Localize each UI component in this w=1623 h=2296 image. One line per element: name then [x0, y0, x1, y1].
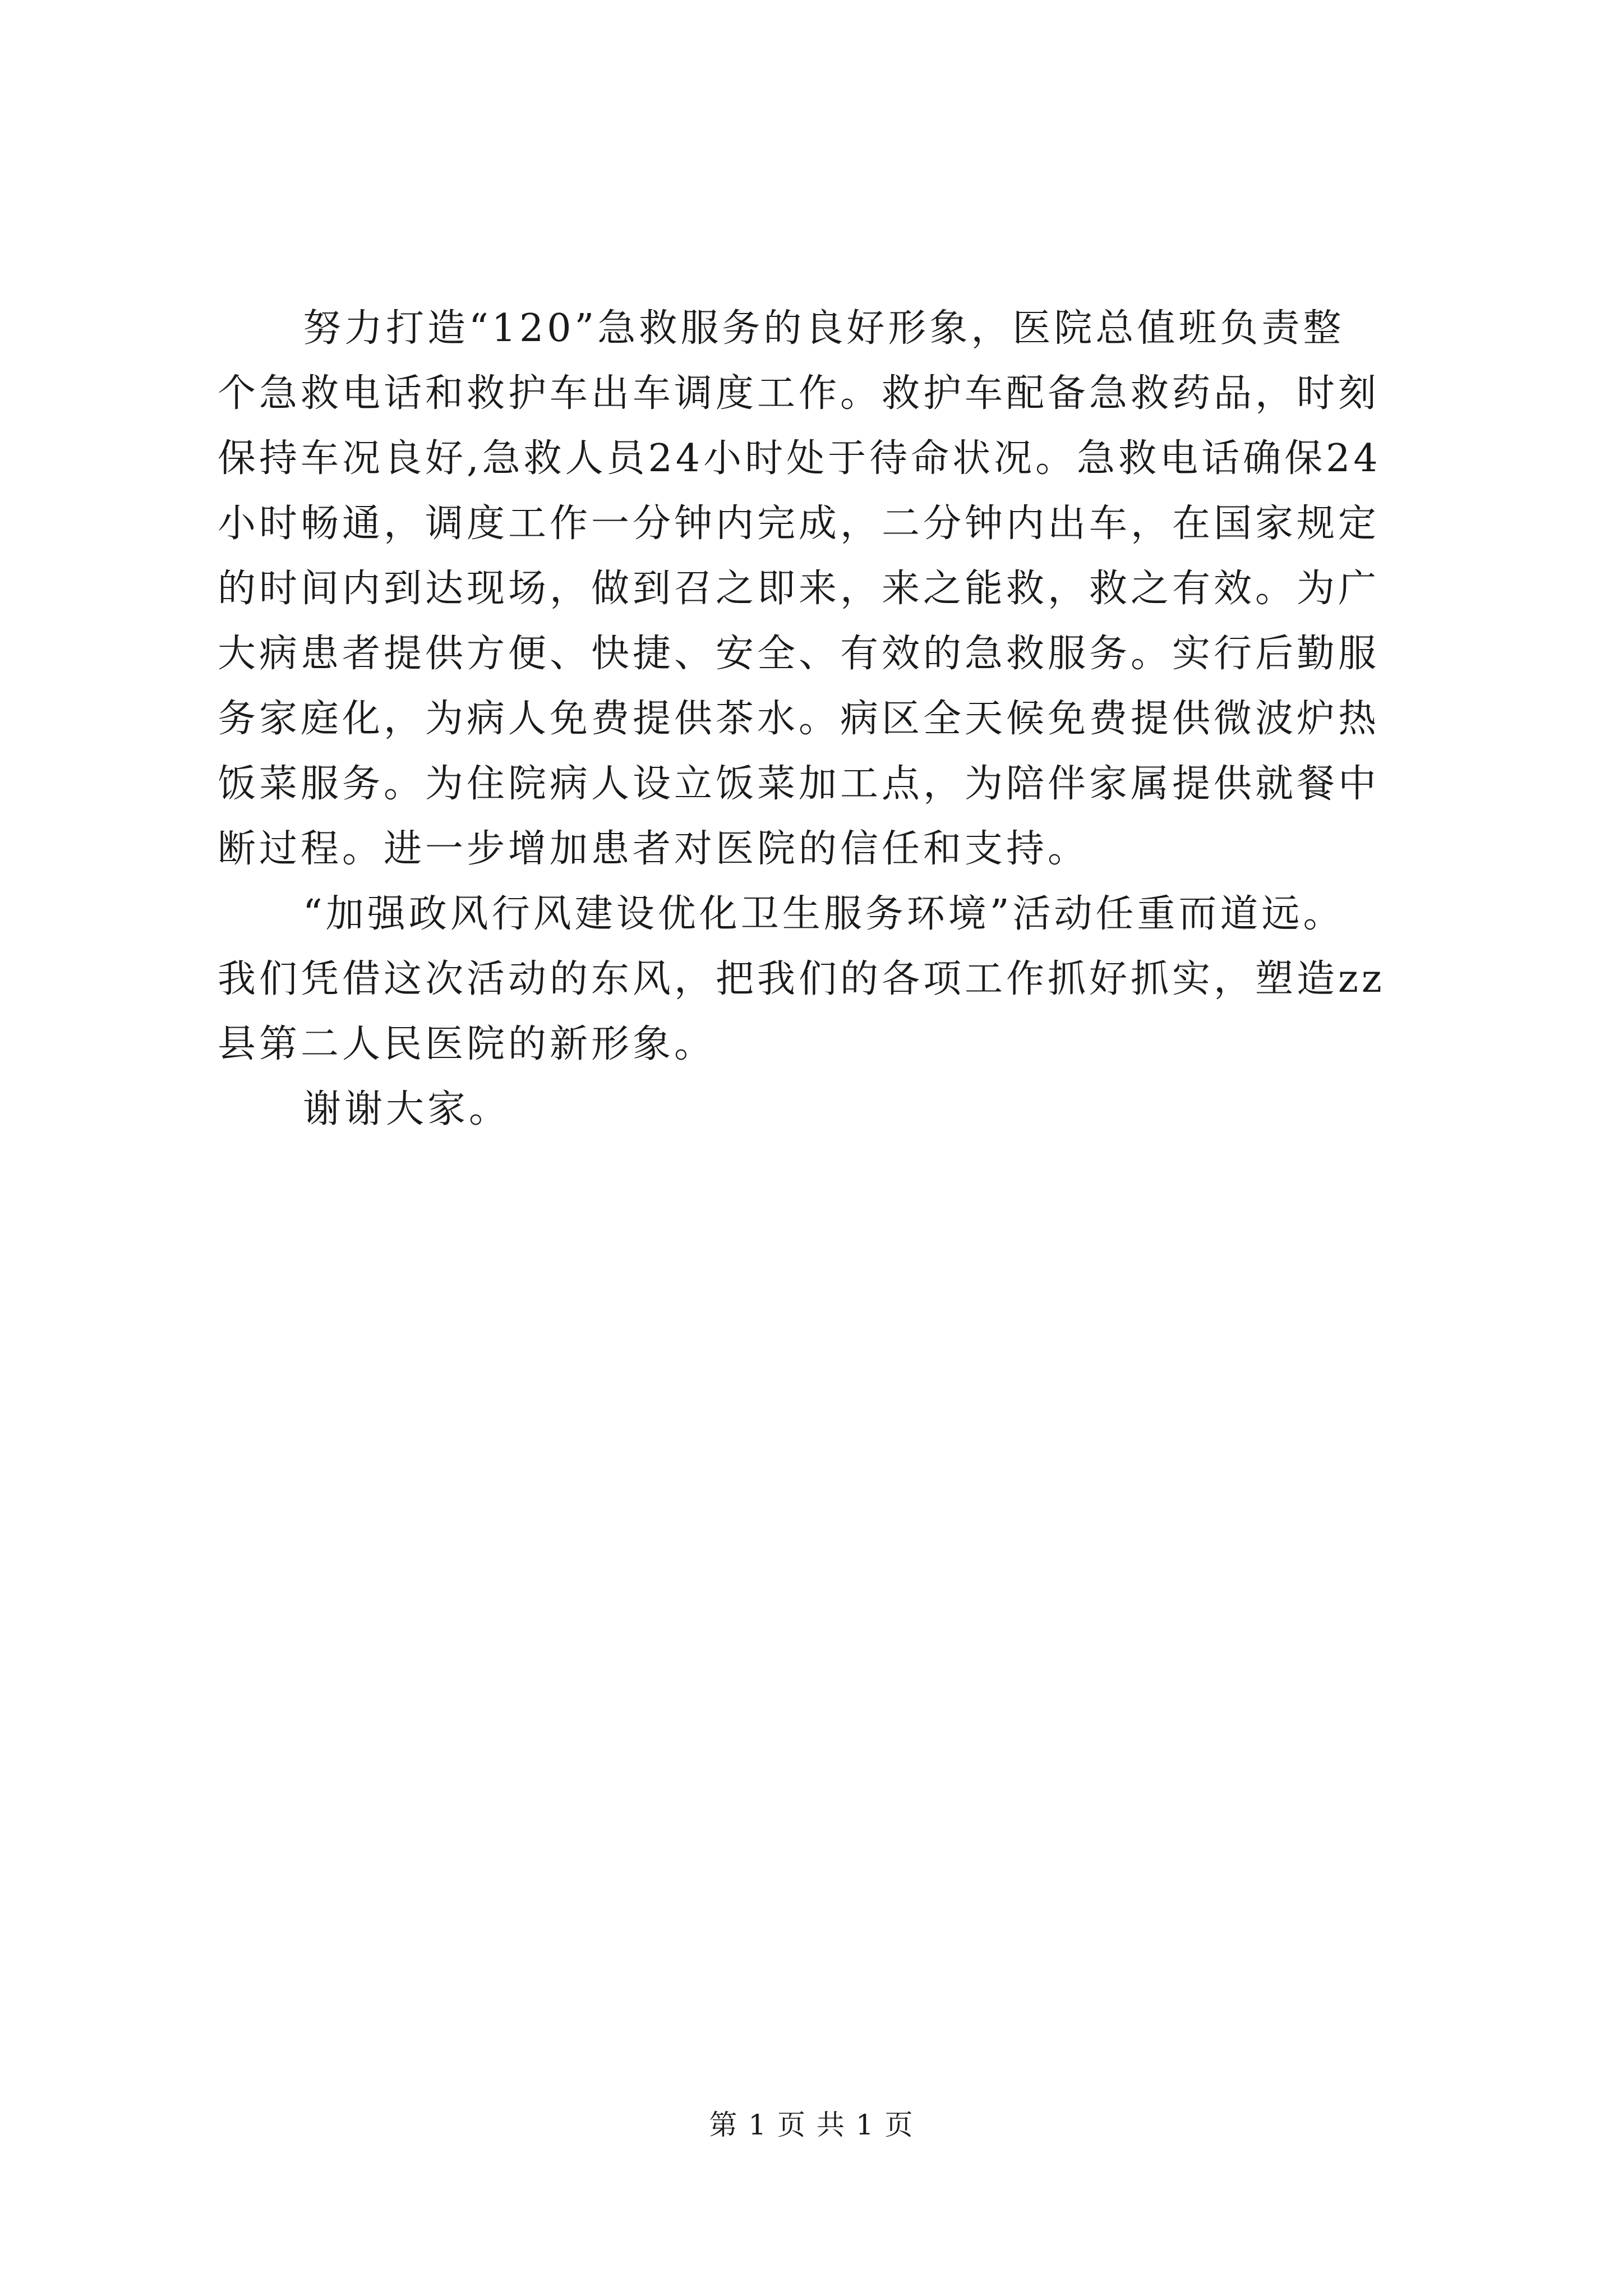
paragraph-1-line-9: 断过程。进一步增加患者对医院的信任和支持。: [218, 827, 1090, 871]
paragraph-1-line-6: 大病患者提供方便、快捷、安全、有效的急救服务。实行后勤服: [218, 632, 1380, 676]
paragraph-1-line-8: 饭菜服务。为住院病人设立饭菜加工点，为陪伴家属提供就餐中: [218, 762, 1380, 806]
paragraph-1-line-1: 努力打造“120”急救服务的良好形象，医院总值班负责整: [303, 306, 1345, 351]
document-body: [218, 296, 1423, 1142]
paragraph-2-line-3: 县第二人民医院的新形象。: [218, 1022, 716, 1066]
paragraph-1-line-5: 的时间内到达现场，做到召之即来，来之能救，救之有效。为广: [218, 567, 1380, 611]
page-footer: [0, 2108, 1623, 2142]
paragraph-1-line-4: 小时畅通，调度工作一分钟内完成，二分钟内出车，在国家规定: [218, 501, 1380, 546]
page-number-label: 第 1 页 共 1 页: [709, 2109, 914, 2141]
paragraph-1-line-3: 保持车况良好,急救人员24小时处于待命状况。急救电话确保24: [218, 436, 1381, 481]
paragraph-1-line-2: 个急救电话和救护车出车调度工作。救护车配备急救药品，时刻: [218, 371, 1380, 416]
paragraph-1-line-7: 务家庭化，为病人免费提供茶水。病区全天候免费提供微波炉热: [218, 697, 1380, 741]
paragraph-2-line-1: “加强政风行风建设优化卫生服务环境”活动任重而道远。: [303, 892, 1345, 936]
paragraph-2-line-2: 我们凭借这次活动的东风，把我们的各项工作抓好抓实，塑造zz: [218, 957, 1385, 1001]
paragraph-3-line-1: 谢谢大家。: [303, 1087, 511, 1131]
